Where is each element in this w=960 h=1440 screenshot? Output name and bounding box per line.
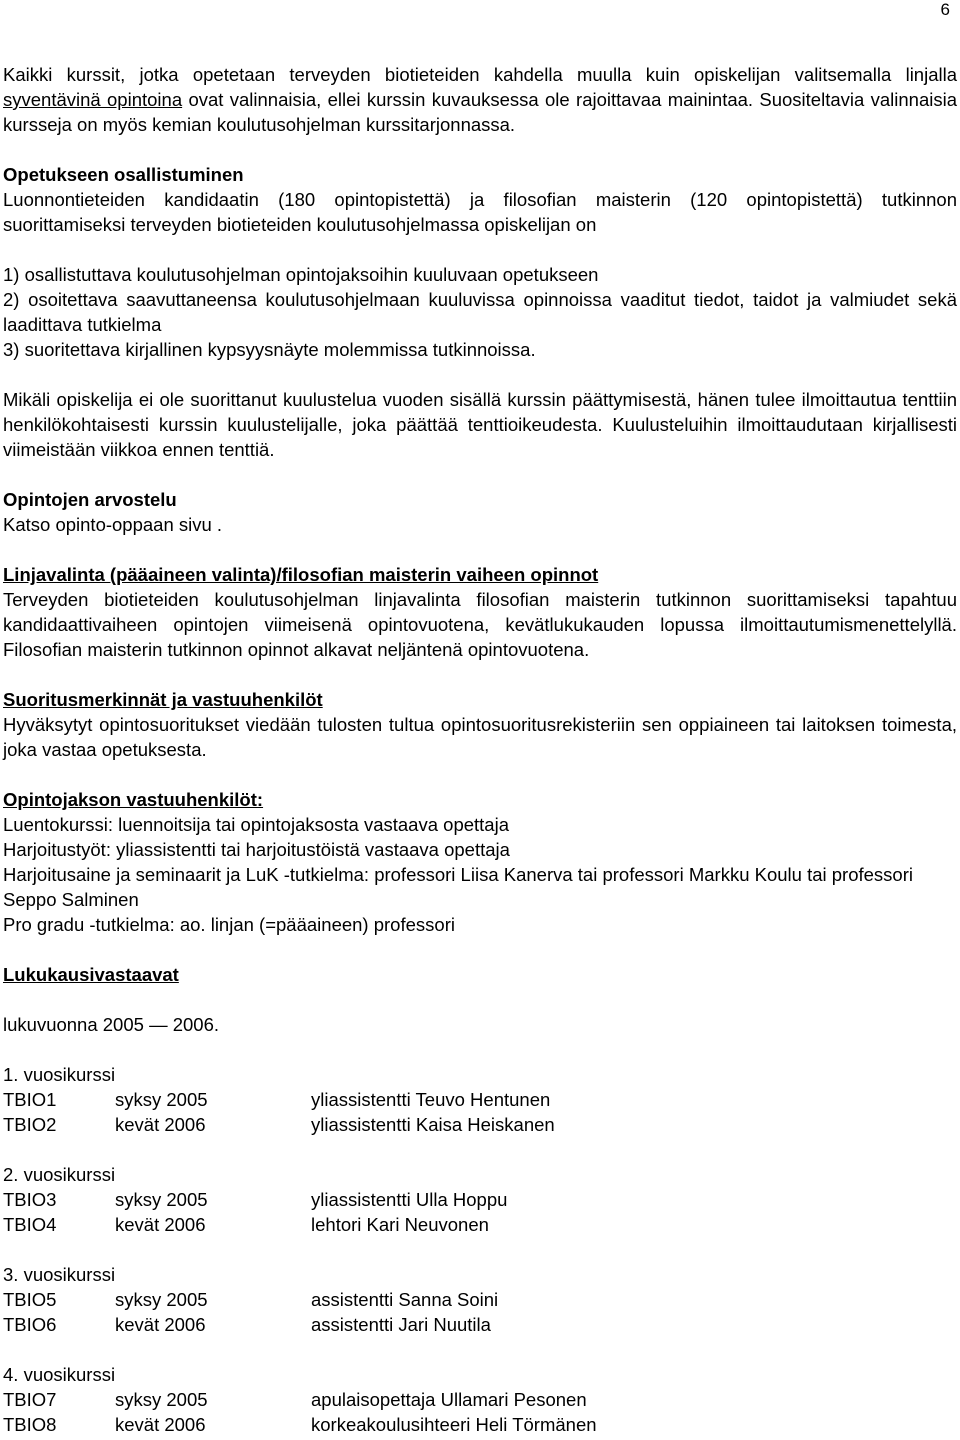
course-code: TBIO4 xyxy=(3,1214,57,1235)
course-person: yliassistentti Kaisa Heiskanen xyxy=(311,1114,555,1135)
intro-paragraph xyxy=(3,62,957,137)
list-item: 3) suoritettava kirjallinen kypsyysnäyte molemmissa tutkinnoissa. xyxy=(3,339,536,360)
year-group-1 xyxy=(3,1062,957,1137)
course-responsibles-heading: Lukukausivastaavat xyxy=(3,964,179,985)
year-group-label: 1. vuosikurssi xyxy=(3,1064,116,1085)
course-code: TBIO6 xyxy=(3,1314,57,1335)
course-person: assistentti Sanna Soini xyxy=(311,1289,499,1310)
list-item: 2) osoitettava saavuttaneensa koulutusohjelmaan kuuluvissa opinnoissa vaaditut tiedot, taidot ja valmiudet sekä laadittava tutkielma xyxy=(3,289,957,335)
year-group-4 xyxy=(3,1362,957,1437)
table-row xyxy=(3,1387,957,1412)
course-code: TBIO8 xyxy=(3,1414,57,1435)
responsible-heading: Opintojakson vastuuhenkilöt: xyxy=(3,789,264,810)
participation-list xyxy=(3,262,957,362)
course-code: TBIO1 xyxy=(3,1089,57,1110)
responsible-line: Harjoitusaine ja seminaarit ja LuK -tutkielma: professori Liisa Kanerva tai professori Markku Koulu tai professori Seppo Salminen xyxy=(3,864,913,910)
course-code: TBIO3 xyxy=(3,1189,57,1210)
participation-heading: Opetukseen osallistuminen xyxy=(3,164,244,185)
table-row xyxy=(3,1187,957,1212)
course-term: kevät 2006 xyxy=(115,1314,206,1335)
course-person: korkeakoulusihteeri Heli Törmänen xyxy=(311,1414,597,1435)
course-person: assistentti Jari Nuutila xyxy=(311,1314,491,1335)
course-person: yliassistentti Ulla Hoppu xyxy=(311,1189,508,1210)
deep-studies-link[interactable]: syventävinä opintoina xyxy=(3,89,183,110)
course-term: kevät 2006 xyxy=(115,1414,206,1435)
table-row xyxy=(3,1412,957,1437)
year-group-label: 3. vuosikurssi xyxy=(3,1264,116,1285)
course-term: kevät 2006 xyxy=(115,1214,206,1235)
course-code: TBIO7 xyxy=(3,1389,57,1410)
page-number: 6 xyxy=(940,0,950,19)
course-term: syksy 2005 xyxy=(115,1389,208,1410)
course-code: TBIO5 xyxy=(3,1289,57,1310)
responsible-line: Pro gradu -tutkielma: ao. linjan (=pääaineen) professori xyxy=(3,914,455,935)
document-body xyxy=(3,62,957,1437)
exam-notice: Mikäli opiskelija ei ole suorittanut kuulustelua vuoden sisällä kurssin päättymisestä, hänen tulee ilmoittautua tenttiin henkilökohtaisesti kurssin kuulustelijalle, joka päättää tenttioikeudesta. Kuulusteluihin ilmoittaudutaan kirjallisesti viimeistään viikkoa ennen tenttiä. xyxy=(3,389,957,460)
responsible-line: Harjoitustyöt: yliassistentti tai harjoitustöistä vastaava opettaja xyxy=(3,839,510,860)
grading-heading: Opintojen arvostelu xyxy=(3,489,177,510)
records-heading: Suoritusmerkinnät ja vastuuhenkilöt xyxy=(3,689,323,710)
course-term: syksy 2005 xyxy=(115,1189,208,1210)
course-person: lehtori Kari Neuvonen xyxy=(311,1214,489,1235)
table-row xyxy=(3,1087,957,1112)
table-row xyxy=(3,1287,957,1312)
responsible-line: Luentokurssi: luennoitsija tai opintojaksosta vastaava opettaja xyxy=(3,814,509,835)
year-group-label: 4. vuosikurssi xyxy=(3,1364,116,1385)
line-selection-heading: Linjavalinta (pääaineen valinta)/filosofian maisterin vaiheen opinnot xyxy=(3,564,599,585)
year-group-3 xyxy=(3,1262,957,1337)
table-row xyxy=(3,1212,957,1237)
course-term: kevät 2006 xyxy=(115,1114,206,1135)
intro-text-before: Kaikki kurssit, jotka opetetaan terveyden biotieteiden kahdella muulla kuin opiskelijan valitsemalla linjalla xyxy=(3,64,957,85)
participation-lead: Luonnontieteiden kandidaatin (180 opintopistettä) ja filosofian maisterin (120 opintopistettä) tutkinnon suorittamiseksi terveyden biotieteiden koulutusohjelmassa opiskelijan on xyxy=(3,189,957,235)
records-text: Hyväksytyt opintosuoritukset viedään tulosten tultua opintosuoritusrekisteriin sen oppiaineen tai laitoksen toimesta, joka vastaa opetuksesta. xyxy=(3,714,957,760)
course-code: TBIO2 xyxy=(3,1114,57,1135)
year-group-label: 2. vuosikurssi xyxy=(3,1164,116,1185)
course-person: apulaisopettaja Ullamari Pesonen xyxy=(311,1389,587,1410)
course-term: syksy 2005 xyxy=(115,1289,208,1310)
line-selection-text: Terveyden biotieteiden koulutusohjelman linjavalinta filosofian maisterin tutkinnon suorittamiseksi tapahtuu kandidaattivaiheen opintojen viimeisenä opintovuotena, kevätlukukauden lopussa ilmoittautumismenettelyllä. Filosofian maisterin tutkinnon opinnot alkavat neljäntenä opintovuotena. xyxy=(3,589,957,660)
table-row xyxy=(3,1112,957,1137)
table-row xyxy=(3,1312,957,1337)
grading-text: Katso opinto-oppaan sivu . xyxy=(3,514,223,535)
year-group-2 xyxy=(3,1162,957,1237)
intro-text-after: ovat valinnaisia, ellei kurssin kuvauksessa ole rajoittavaa mainintaa. Suositeltavia valinnaisia kursseja on myös kemian koulutusohjelman kurssitarjonnassa. xyxy=(3,89,957,135)
course-term: syksy 2005 xyxy=(115,1089,208,1110)
academic-year: lukuvuonna 2005 — 2006. xyxy=(3,1014,220,1035)
list-item: 1) osallistuttava koulutusohjelman opintojaksoihin kuuluvaan opetukseen xyxy=(3,264,599,285)
course-person: yliassistentti Teuvo Hentunen xyxy=(311,1089,551,1110)
